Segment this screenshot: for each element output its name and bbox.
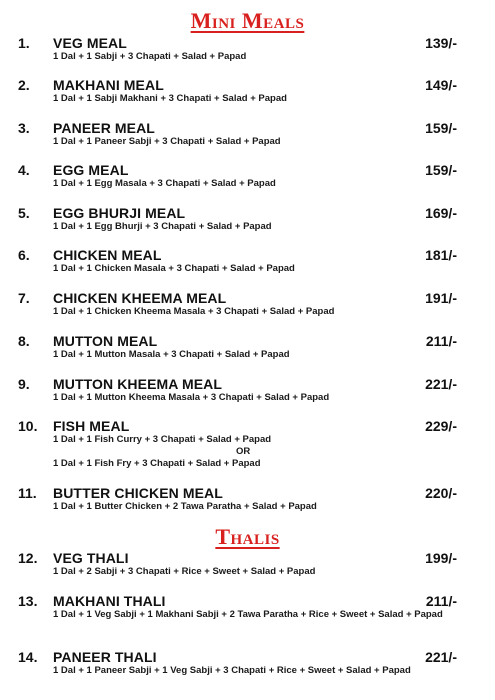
item-number: 12. [18,550,38,566]
item-or-separator: OR [236,446,251,457]
item-number: 6. [18,247,30,263]
item-name: VEG THALI [53,550,129,566]
item-description: 1 Dal + 2 Sabji + 3 Chapati + Rice + Sweet + Salad + Papad [53,566,316,577]
item-name: MAKHANI THALI [53,593,166,609]
item-name: FISH MEAL [53,418,130,434]
item-name: MAKHANI MEAL [53,77,164,93]
item-price: 169/- [425,205,457,221]
item-name: EGG MEAL [53,162,129,178]
item-price: 191/- [425,290,457,306]
item-price: 229/- [425,418,457,434]
item-number: 1. [18,35,30,51]
item-price: 199/- [425,550,457,566]
item-price: 220/- [425,485,457,501]
item-description: 1 Dal + 1 Mutton Kheema Masala + 3 Chapati + Salad + Papad [53,392,330,403]
item-description: 1 Dal + 1 Sabji Makhani + 3 Chapati + Salad + Papad [53,93,287,104]
item-description: 1 Dal + 1 Mutton Masala + 3 Chapati + Salad + Papad [53,349,290,360]
item-number: 7. [18,290,30,306]
item-description: 1 Dal + 1 Fish Curry + 3 Chapati + Salad + Papad [53,434,272,445]
item-name: VEG MEAL [53,35,127,51]
item-number: 8. [18,333,30,349]
item-price: 159/- [425,120,457,136]
item-description: 1 Dal + 1 Veg Sabji + 1 Makhani Sabji + 2 Tawa Paratha + Rice + Sweet + Salad + Papad [53,609,443,620]
item-name: PANEER THALI [53,649,157,665]
item-description: 1 Dal + 1 Paneer Sabji + 3 Chapati + Salad + Papad [53,136,281,147]
item-number: 11. [18,485,37,501]
item-name: MUTTON MEAL [53,333,158,349]
item-name: PANEER MEAL [53,120,155,136]
item-name: CHICKEN KHEEMA MEAL [53,290,227,306]
item-number: 3. [18,120,30,136]
item-description: 1 Dal + 1 Chicken Masala + 3 Chapati + Salad + Papad [53,263,295,274]
section-title-mini-meals: Mini Meals [190,8,305,33]
item-number: 10. [18,418,38,434]
item-number: 13. [18,593,38,609]
item-price: 139/- [425,35,457,51]
item-name: BUTTER CHICKEN MEAL [53,485,223,501]
item-number: 14. [18,649,38,665]
item-description: 1 Dal + 1 Sabji + 3 Chapati + Salad + Papad [53,51,247,62]
item-name: MUTTON KHEEMA MEAL [53,376,223,392]
item-description: 1 Dal + 1 Egg Bhurji + 3 Chapati + Salad + Papad [53,221,272,232]
item-number: 2. [18,77,30,93]
item-price: 211/- [425,593,457,609]
item-description: 1 Dal + 1 Egg Masala + 3 Chapati + Salad + Papad [53,178,276,189]
item-price: 149/- [425,77,457,93]
item-description: 1 Dal + 1 Chicken Kheema Masala + 3 Chapati + Salad + Papad [53,306,335,317]
item-price: 181/- [425,247,457,263]
section-title-thalis: Thalis [215,524,280,549]
item-name: EGG BHURJI MEAL [53,205,186,221]
item-number: 5. [18,205,30,221]
item-number: 9. [18,376,30,392]
item-number: 4. [18,162,30,178]
item-price: 211/- [425,333,457,349]
item-description: 1 Dal + 1 Butter Chicken + 2 Tawa Paratha + Salad + Papad [53,501,317,512]
item-price: 221/- [425,649,457,665]
item-description-alt: 1 Dal + 1 Fish Fry + 3 Chapati + Salad + Papad [53,458,261,469]
item-description: 1 Dal + 1 Paneer Sabji + 1 Veg Sabji + 3 Chapati + Rice + Sweet + Salad + Papad [53,665,411,676]
item-name: CHICKEN MEAL [53,247,162,263]
item-price: 159/- [425,162,457,178]
item-price: 221/- [425,376,457,392]
